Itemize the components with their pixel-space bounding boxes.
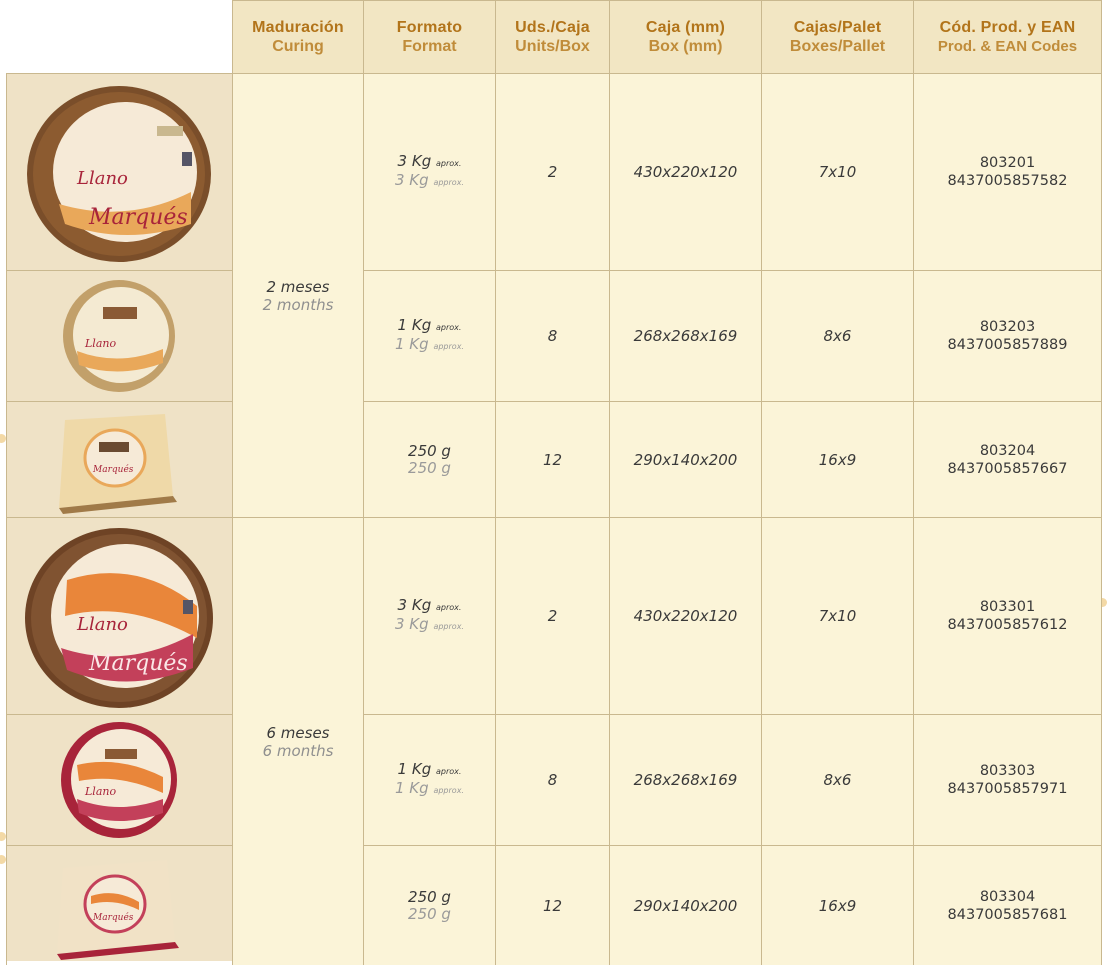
ean-code: 8437005857681 bbox=[947, 906, 1068, 923]
grid-line bbox=[232, 0, 1102, 1]
grid-line bbox=[1101, 0, 1102, 965]
cheese-wedge-6m-image bbox=[7, 846, 232, 961]
product-image-cell bbox=[7, 715, 232, 845]
box-value: 430x220x120 bbox=[633, 607, 738, 625]
grid-line bbox=[363, 845, 1102, 846]
grid-line bbox=[6, 517, 1102, 518]
format-es-note: aprox. bbox=[436, 159, 462, 168]
ean-code: 8437005857612 bbox=[947, 617, 1068, 633]
units-cell bbox=[496, 271, 609, 401]
grid-line bbox=[6, 401, 233, 402]
prod-code: 803201 bbox=[979, 155, 1036, 171]
ean-code: 8437005857971 bbox=[947, 781, 1068, 797]
header-box bbox=[610, 0, 761, 73]
product-image-cell bbox=[7, 846, 232, 961]
header-units bbox=[496, 0, 609, 73]
header-box-en: Box (mm) bbox=[648, 37, 723, 55]
format-en: 3 Kg bbox=[395, 615, 429, 633]
box-cell bbox=[610, 271, 761, 401]
format-es: 250 g bbox=[408, 441, 451, 460]
box-value: 430x220x120 bbox=[633, 163, 738, 181]
curing-cell bbox=[233, 74, 363, 517]
prod-code: 803203 bbox=[979, 319, 1036, 335]
pallet-cell bbox=[762, 271, 913, 401]
grid-line bbox=[363, 270, 1102, 271]
header-format-en: Format bbox=[402, 37, 457, 55]
svg-text:Marqués: Marqués bbox=[89, 205, 188, 230]
grid-line bbox=[761, 0, 762, 965]
svg-text:Marqués: Marqués bbox=[93, 465, 134, 475]
grid-line bbox=[6, 270, 233, 271]
header-codes-es: Cód. Prod. y EAN bbox=[939, 18, 1076, 36]
format-cell bbox=[364, 715, 495, 845]
units-value: 12 bbox=[542, 450, 563, 469]
header-codes-en: Prod. & EAN Codes bbox=[937, 37, 1078, 55]
format-cell bbox=[364, 846, 495, 965]
format-en-note: approx. bbox=[433, 178, 464, 187]
header-format-es: Formato bbox=[396, 18, 463, 36]
curing-en: 2 months bbox=[262, 295, 334, 314]
units-cell bbox=[496, 402, 609, 517]
svg-text:Llano: Llano bbox=[85, 337, 117, 350]
svg-text:Llano: Llano bbox=[85, 785, 117, 798]
format-es-note: aprox. bbox=[436, 323, 462, 332]
grid-line bbox=[6, 845, 233, 846]
header-units-en: Units/Box bbox=[515, 37, 590, 55]
grid-line bbox=[913, 0, 914, 965]
curing-en: 6 months bbox=[262, 741, 334, 760]
prod-code: 803204 bbox=[979, 442, 1036, 459]
prod-code: 803304 bbox=[979, 888, 1036, 905]
product-image-cell bbox=[7, 271, 232, 401]
box-cell bbox=[610, 518, 761, 714]
format-cell bbox=[364, 74, 495, 270]
box-value: 268x268x169 bbox=[633, 771, 738, 789]
product-image-cell bbox=[7, 518, 232, 714]
pallet-cell bbox=[762, 715, 913, 845]
product-image-cell bbox=[7, 74, 232, 270]
curing-cell bbox=[233, 518, 363, 965]
cheese-wheel-cured-6m-image bbox=[7, 518, 232, 714]
box-value: 290x140x200 bbox=[633, 450, 738, 469]
box-cell bbox=[610, 74, 761, 270]
ean-code: 8437005857582 bbox=[947, 173, 1068, 189]
units-value: 8 bbox=[547, 327, 558, 345]
box-cell bbox=[610, 402, 761, 517]
format-cell bbox=[364, 271, 495, 401]
pallet-value: 8x6 bbox=[823, 771, 852, 789]
format-en-note: approx. bbox=[433, 342, 464, 351]
units-value: 2 bbox=[547, 163, 558, 181]
format-es: 1 Kg bbox=[397, 760, 432, 778]
grid-line bbox=[363, 0, 364, 965]
pallet-cell bbox=[762, 74, 913, 270]
format-en: 1 Kg bbox=[395, 335, 429, 353]
cheese-wedge-2m-image bbox=[7, 402, 232, 517]
pallet-value: 16x9 bbox=[818, 896, 857, 915]
format-en: 3 Kg bbox=[395, 171, 429, 189]
pallet-value: 7x10 bbox=[818, 607, 857, 625]
header-box-es: Caja (mm) bbox=[645, 18, 726, 36]
units-cell bbox=[496, 715, 609, 845]
grid-line bbox=[363, 714, 1102, 715]
grid-line bbox=[363, 401, 1102, 402]
pallet-value: 8x6 bbox=[823, 327, 852, 345]
units-cell bbox=[496, 846, 609, 965]
pallet-cell bbox=[762, 846, 913, 965]
svg-text:Llano: Llano bbox=[77, 614, 128, 635]
prod-code: 803303 bbox=[979, 763, 1036, 779]
format-en-note: approx. bbox=[433, 786, 464, 795]
header-curing-es: Maduración bbox=[252, 18, 344, 36]
prod-code: 803301 bbox=[979, 599, 1036, 615]
header-pallet-es: Cajas/Palet bbox=[793, 18, 882, 36]
header-codes bbox=[914, 0, 1101, 73]
codes-cell bbox=[914, 271, 1101, 401]
codes-cell bbox=[914, 846, 1101, 965]
format-cell bbox=[364, 518, 495, 714]
svg-text:Marqués: Marqués bbox=[93, 913, 134, 923]
grid-line bbox=[6, 73, 1102, 74]
cheese-half-6m-image bbox=[7, 715, 232, 845]
box-cell bbox=[610, 846, 761, 965]
units-cell bbox=[496, 74, 609, 270]
format-es-note: aprox. bbox=[436, 767, 462, 776]
svg-text:Marqués: Marqués bbox=[89, 651, 188, 676]
units-value: 12 bbox=[542, 896, 563, 915]
format-es: 3 Kg bbox=[397, 152, 432, 170]
codes-cell bbox=[914, 74, 1101, 270]
svg-text:Llano: Llano bbox=[77, 168, 128, 189]
grid-line bbox=[609, 0, 610, 965]
codes-cell bbox=[914, 518, 1101, 714]
codes-cell bbox=[914, 402, 1101, 517]
header-curing-en: Curing bbox=[272, 37, 324, 55]
format-es: 250 g bbox=[408, 887, 451, 906]
box-cell bbox=[610, 715, 761, 845]
grid-line bbox=[232, 0, 233, 965]
header-format bbox=[364, 0, 495, 73]
cheese-wheel-cured-2m-image bbox=[7, 74, 232, 270]
format-cell bbox=[364, 402, 495, 517]
format-en: 1 Kg bbox=[395, 779, 429, 797]
grid-line bbox=[6, 714, 233, 715]
ean-code: 8437005857667 bbox=[947, 460, 1068, 477]
format-en: 250 g bbox=[408, 458, 451, 477]
codes-cell bbox=[914, 715, 1101, 845]
format-es: 1 Kg bbox=[397, 316, 432, 334]
box-value: 290x140x200 bbox=[633, 896, 738, 915]
box-value: 268x268x169 bbox=[633, 327, 738, 345]
format-en: 250 g bbox=[408, 904, 451, 923]
curing-es: 2 meses bbox=[266, 277, 330, 296]
cheese-half-2m-image bbox=[7, 271, 232, 401]
units-value: 8 bbox=[547, 771, 558, 789]
format-es: 3 Kg bbox=[397, 596, 432, 614]
format-en-note: approx. bbox=[433, 622, 464, 631]
format-es-note: aprox. bbox=[436, 603, 462, 612]
header-pallet bbox=[762, 0, 913, 73]
curing-es: 6 meses bbox=[266, 723, 330, 742]
ean-code: 8437005857889 bbox=[947, 337, 1068, 353]
units-cell bbox=[496, 518, 609, 714]
pallet-value: 16x9 bbox=[818, 450, 857, 469]
product-image-cell bbox=[7, 402, 232, 517]
header-units-es: Uds./Caja bbox=[515, 18, 590, 36]
grid-line bbox=[6, 73, 7, 965]
units-value: 2 bbox=[547, 607, 558, 625]
header-curing bbox=[233, 0, 363, 73]
header-pallet-en: Boxes/Pallet bbox=[789, 37, 886, 55]
pallet-cell bbox=[762, 518, 913, 714]
grid-line bbox=[495, 0, 496, 965]
pallet-cell bbox=[762, 402, 913, 517]
pallet-value: 7x10 bbox=[818, 163, 857, 181]
